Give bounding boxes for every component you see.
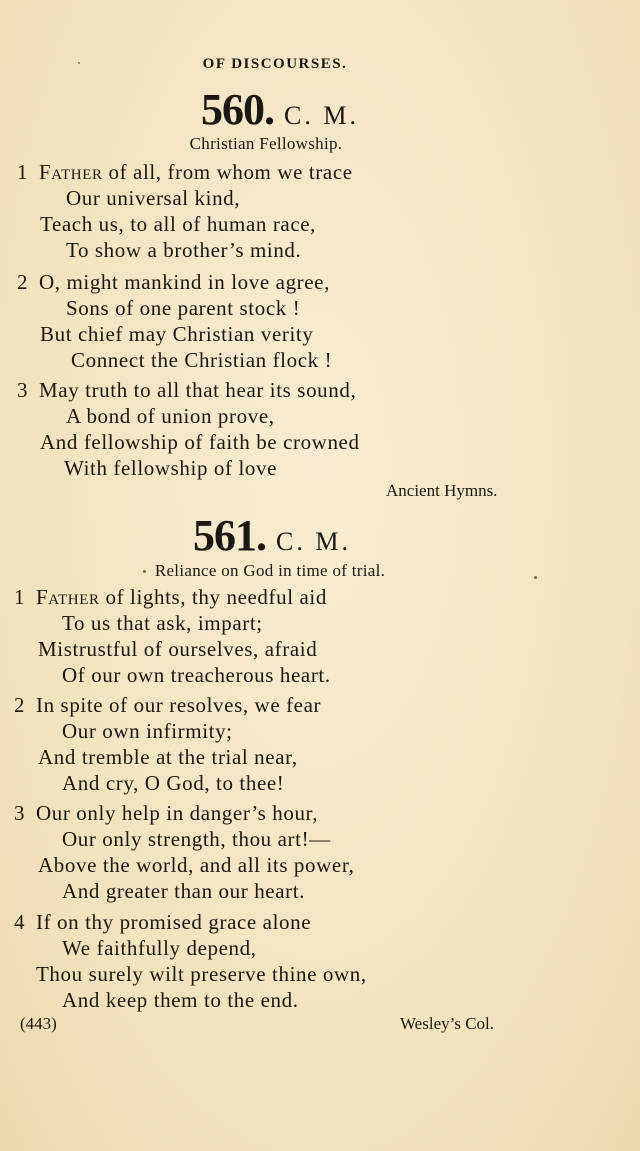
verse-line: A bond of union prove,	[66, 404, 275, 428]
hymn-attribution: Wesley’s Col.	[400, 1014, 495, 1033]
verse-first-line	[14, 910, 311, 935]
verse-line: With fellowship of love	[64, 456, 278, 480]
hymn-560-heading: 560. C. M.	[201, 85, 359, 134]
verse-line: And tremble at the trial near,	[38, 745, 298, 769]
verse-line: To us that ask, impart;	[62, 611, 263, 635]
verse-line: And cry, O God, to thee!	[62, 771, 285, 795]
verse-line: But chief may Christian verity	[40, 322, 314, 346]
verse-line: Thou surely wilt preserve thine own,	[36, 962, 367, 986]
paper-speck	[143, 570, 146, 573]
verse-line: Connect the Christian flock !	[71, 348, 333, 372]
verse-first-line	[17, 378, 356, 403]
hymn-attribution: Ancient Hymns.	[386, 481, 498, 500]
verse-line-text: of all, from whom we trace	[102, 160, 353, 184]
verse-line: We faithfully depend,	[62, 936, 257, 960]
verse-line: Of our own treacherous heart.	[62, 663, 331, 687]
verse-line: Sons of one parent stock !	[66, 296, 301, 320]
page-number: (443)	[20, 1014, 57, 1033]
verse-line: Teach us, to all of human race,	[40, 212, 317, 236]
verse-first-line	[14, 585, 327, 610]
verse-line-text: If on thy promised grace alone	[36, 910, 312, 934]
verse-line-text: O, might mankind in love agree,	[39, 270, 330, 294]
verse-line-text: of lights, thy needful aid	[99, 585, 327, 609]
verse-number: 4	[14, 910, 26, 934]
verse-line: And keep them to the end.	[62, 988, 299, 1012]
verse-line: Our only strength, thou art!—	[62, 827, 331, 851]
verse-number: 1	[14, 585, 26, 609]
verse-line-text: In spite of our resolves, we fear	[36, 693, 322, 717]
verse-first-line	[14, 693, 321, 718]
verse-first-line	[17, 270, 330, 295]
hymn-number: 561	[193, 511, 257, 560]
verse-line: And greater than our heart.	[62, 879, 306, 903]
hymn-meter: C. M.	[284, 101, 359, 130]
hymn-subtitle: Reliance on God in time of trial.	[154, 561, 386, 580]
verse-first-line	[14, 801, 318, 826]
verse-first-line	[17, 160, 353, 185]
verse-line: To show a brother’s mind.	[66, 238, 302, 262]
verse-initial-word: Father	[36, 585, 100, 609]
verse-line: Our own infirmity;	[62, 719, 233, 743]
verse-number: 2	[17, 270, 29, 294]
paper-speck	[78, 62, 80, 64]
hymn-subtitle: Christian Fellowship.	[189, 134, 343, 153]
verse-line: And fellowship of faith be crowned	[40, 430, 360, 454]
verse-initial-word: Father	[39, 160, 103, 184]
verse-number: 3	[14, 801, 26, 825]
verse-line-text: May truth to all that hear its sound,	[39, 378, 357, 402]
verse-line-text: Our only help in danger’s hour,	[36, 801, 319, 825]
hymn-number: 560	[201, 85, 265, 134]
hymn-meter: C. M.	[276, 527, 351, 556]
hymn-561-heading: 561. C. M.	[193, 511, 351, 560]
paper-speck	[534, 576, 537, 579]
verse-number: 1	[17, 160, 29, 184]
running-head: OF DISCOURSES.	[202, 56, 348, 72]
verse-line: Our universal kind,	[66, 186, 241, 210]
verse-number: 2	[14, 693, 26, 717]
verse-line: Mistrustful of ourselves, afraid	[38, 637, 318, 661]
verse-number: 3	[17, 378, 29, 402]
verse-line: Above the world, and all its power,	[38, 853, 355, 877]
